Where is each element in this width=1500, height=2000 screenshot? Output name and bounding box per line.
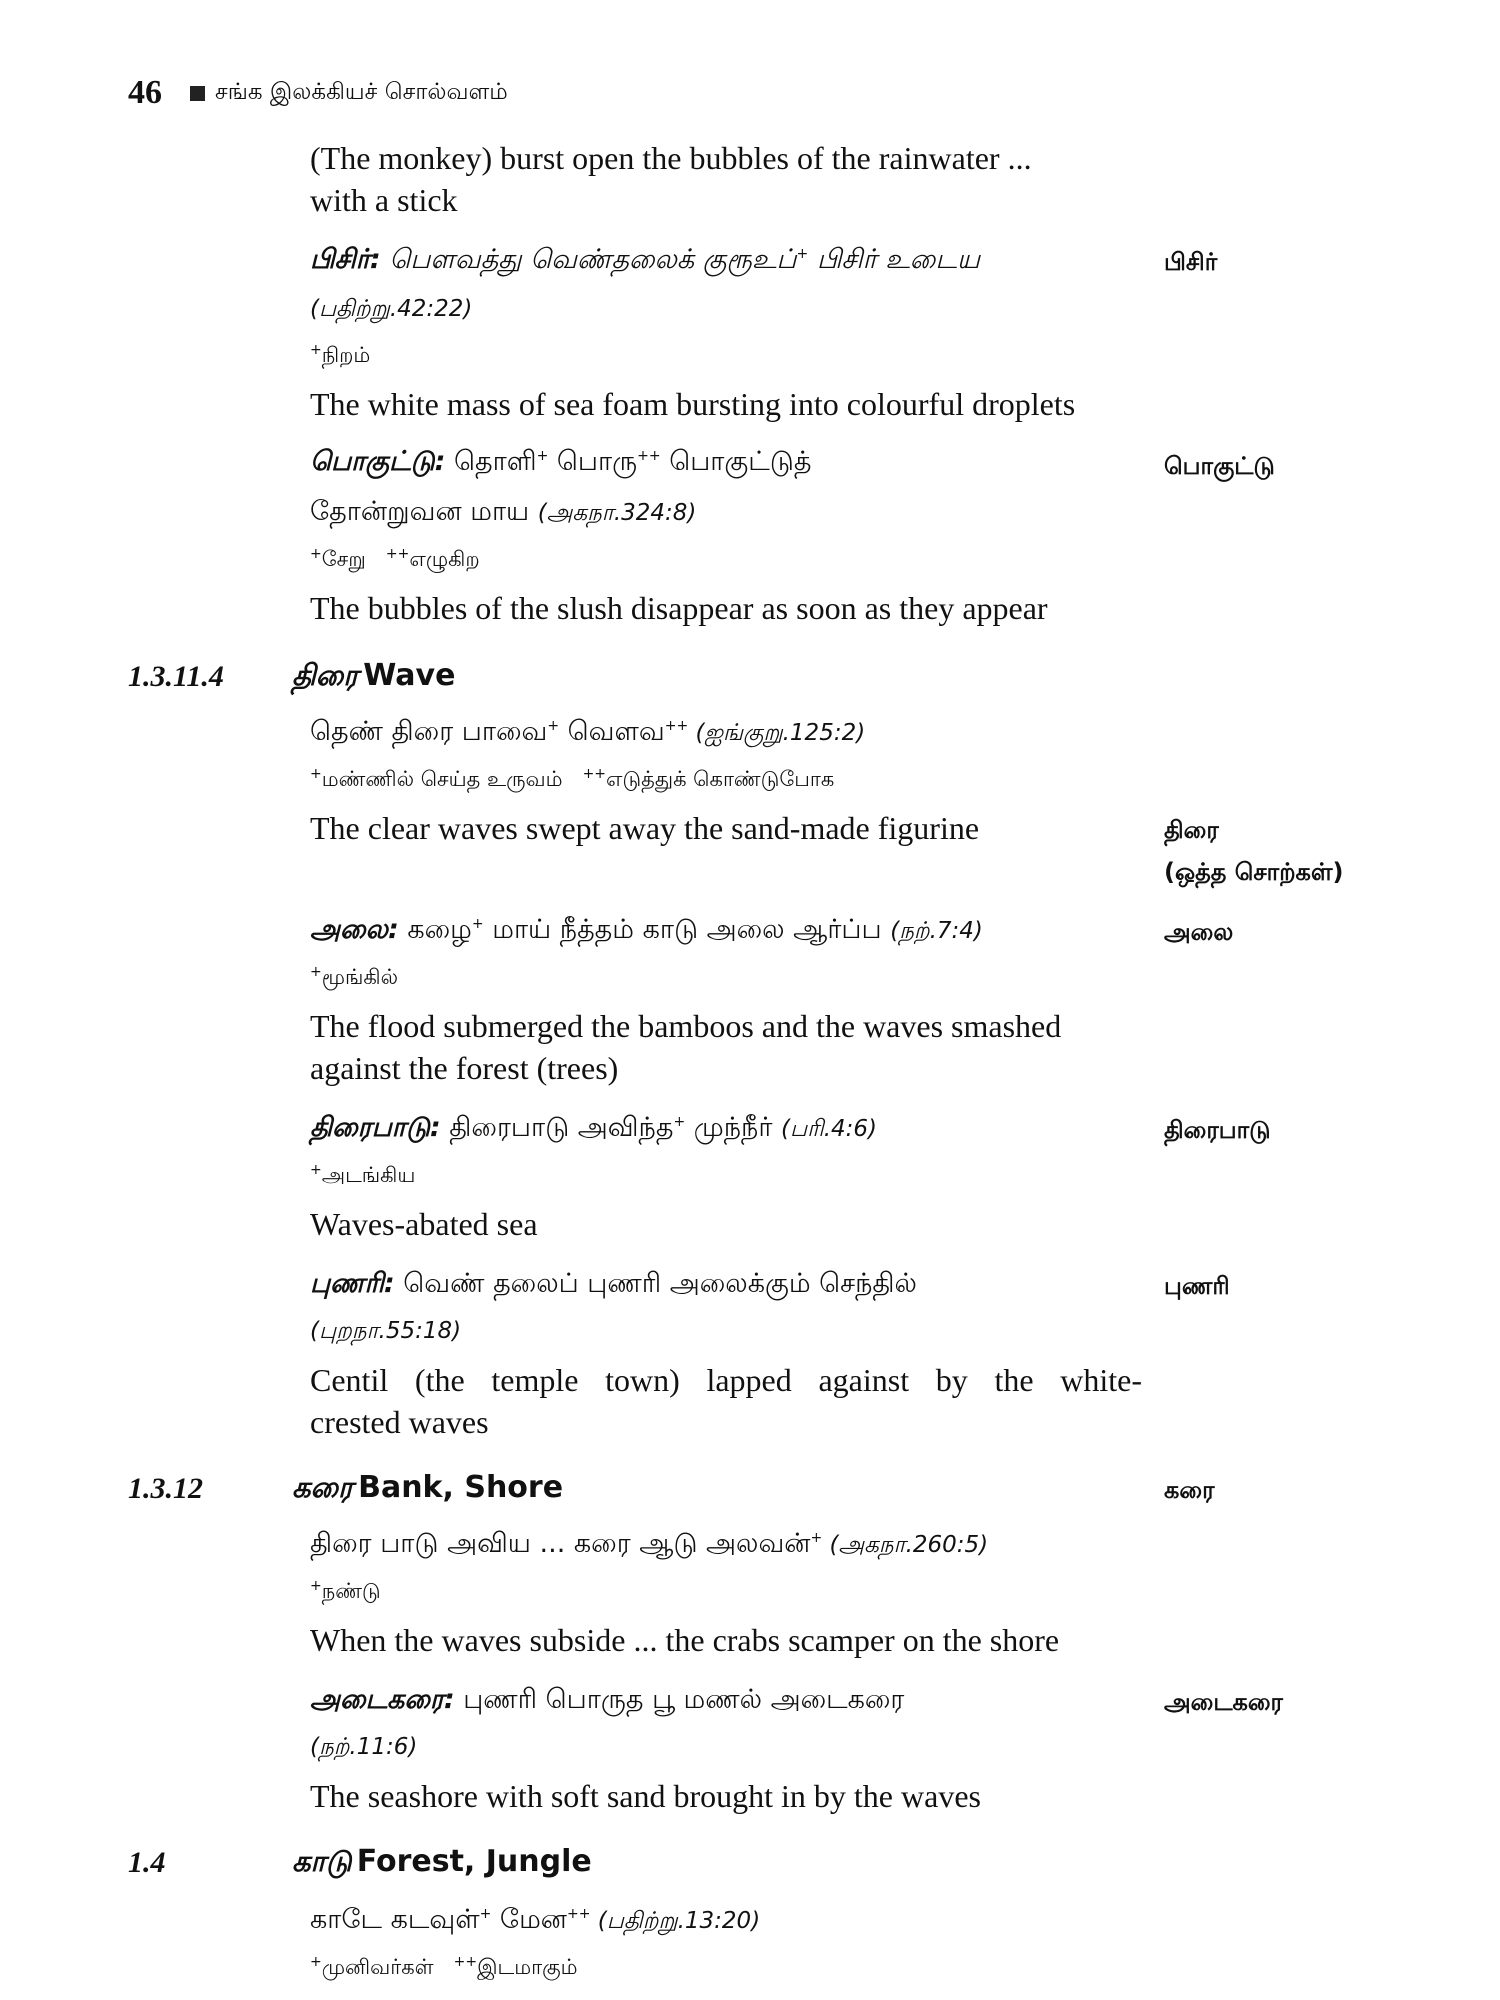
quote-line: பிசிர்: பௌவத்து வெண்தலைக் குரூஉப்+ பிசிர் உடைய <box>310 244 980 275</box>
gloss-line: +நண்டு <box>310 1578 381 1603</box>
translation-line: Waves-abated sea <box>310 1206 538 1242</box>
citation: (நற்.7:4) <box>890 918 983 944</box>
translation-line: crested waves <box>310 1404 489 1440</box>
citation: (ஐங்குறு.125:2) <box>688 720 866 746</box>
translation-line: The bubbles of the slush disappear as soon as they appear <box>310 590 1048 626</box>
citation: (பதிற்று.42:22) <box>310 296 473 322</box>
term-label: புணரி: <box>310 1268 395 1299</box>
translation-line: When the waves subside ... the crabs scamper on the shore <box>310 1622 1060 1658</box>
term-label: திரைபாடு: <box>310 1112 441 1143</box>
quote-line: புணரி: வெண் தலைப் புணரி அலைக்கும் செந்தில் <box>310 1268 917 1299</box>
section-number: 1.4 <box>128 1846 166 1879</box>
translation-line: The flood submerged the bamboos and the waves smashed <box>310 1008 1062 1044</box>
gloss-line: +மூங்கில் <box>310 964 399 989</box>
quote-line: அடைகரை: புணரி பொருத பூ மணல் அடைகரை <box>310 1684 905 1715</box>
gloss-line: +அடங்கிய <box>310 1162 416 1187</box>
translation-line: The clear waves swept away the sand-made figurine <box>310 810 980 846</box>
quote-line: திரை பாடு அவிய ... கரை ஆடு அலவன்+ (அகநா.260:5) <box>310 1528 989 1559</box>
headword: புணரி <box>1164 1272 1230 1300</box>
citation: (பதிற்று.13:20) <box>590 1908 761 1934</box>
headword: பிசிர் <box>1164 248 1218 276</box>
translation-line: against the forest (trees) <box>310 1050 619 1086</box>
citation: (அகநா.260:5) <box>822 1532 989 1558</box>
header-square-bullet <box>190 86 205 101</box>
quote-line: பொகுட்டு: தொளி+ பொரு++ பொகுட்டுத் <box>310 446 812 477</box>
section-number: 1.3.11.4 <box>128 660 224 693</box>
section-number: 1.3.12 <box>128 1472 203 1505</box>
page-header <box>128 74 508 112</box>
citation: (பரி.4:6) <box>781 1116 877 1142</box>
quote-line: காடே கடவுள்+ மேன++ (பதிற்று.13:20) <box>310 1904 761 1935</box>
gloss-line: +சேறு ++எழுகிற <box>310 546 480 571</box>
quote-line: தோன்றுவன மாய (அகநா.324:8) <box>310 496 697 527</box>
headword: அலை <box>1164 918 1234 946</box>
translation-line: The seashore with soft sand brought in by the waves <box>310 1778 981 1814</box>
page-number: 46 <box>128 74 162 111</box>
headword: திரைபாடு <box>1164 1116 1271 1144</box>
translation-line: The white mass of sea foam bursting into colourful droplets <box>310 386 1076 422</box>
term-label: அலை: <box>310 914 399 945</box>
gloss-line: +நிறம் <box>310 342 371 367</box>
headword-note: (ஒத்த சொற்கள்) <box>1164 858 1344 886</box>
section-title: திரை Wave <box>292 658 456 693</box>
gloss-line: +முனிவர்கள் ++இடமாகும் <box>310 1954 578 1979</box>
section-title: காடு Forest, Jungle <box>292 1844 592 1879</box>
translation-line: Centil (the temple town) lapped against by the white- <box>310 1362 1142 1398</box>
book-title: சங்க இலக்கியச் சொல்வளம் <box>215 78 508 105</box>
headword: அடைகரை <box>1164 1688 1283 1716</box>
headword: பொகுட்டு <box>1164 452 1275 480</box>
quote-line: அலை: கழை+ மாய் நீத்தம் காடு அலை ஆர்ப்ப (நற்.7:4) <box>310 914 983 945</box>
citation: (அகநா.324:8) <box>537 500 697 526</box>
translation-line: with a stick <box>310 182 458 218</box>
headword: கரை <box>1164 1476 1215 1504</box>
translation-line: (The monkey) burst open the bubbles of the rainwater ... <box>310 140 1032 176</box>
headword: திரை <box>1164 816 1219 844</box>
section-title: கரை Bank, Shore <box>292 1470 564 1505</box>
term-label: அடைகரை: <box>310 1684 455 1715</box>
term-label: பொகுட்டு: <box>310 446 446 477</box>
citation: (புறநா.55:18) <box>310 1318 462 1344</box>
citation: (நற்.11:6) <box>310 1734 418 1760</box>
term-label: பிசிர்: <box>310 244 381 275</box>
quote-line: தெண் திரை பாவை+ வௌவ++ (ஐங்குறு.125:2) <box>310 716 866 747</box>
gloss-line: +மண்ணில் செய்த உருவம் ++எடுத்துக் கொண்டுபோக <box>310 766 835 791</box>
quote-line: திரைபாடு: திரைபாடு அவிந்த+ முந்நீர் (பரி.4:6) <box>310 1112 877 1143</box>
